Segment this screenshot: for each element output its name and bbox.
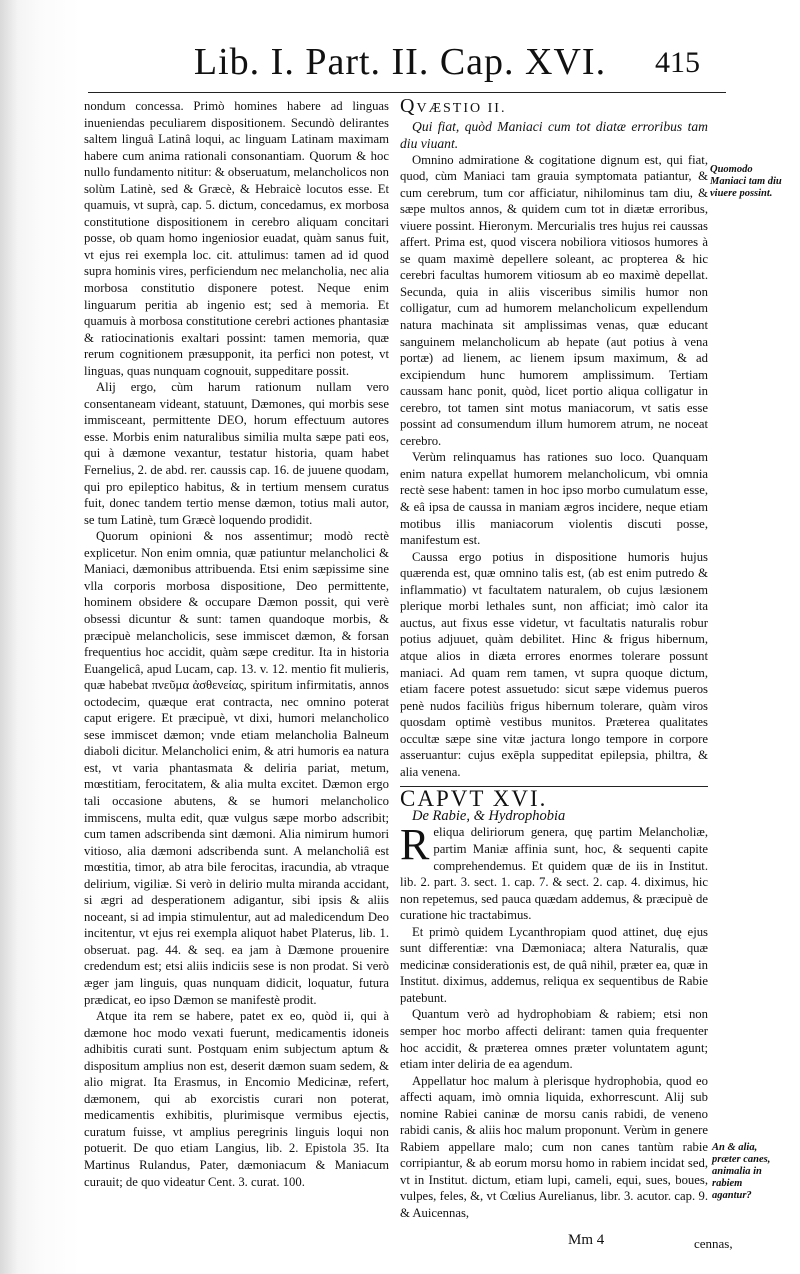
question-subtitle: Qui fiat, quòd Maniaci cum tot diatæ erroribus tam diu viuant. xyxy=(400,118,708,151)
question-title-rest: VÆSTIO II. xyxy=(416,101,507,116)
page-number: 415 xyxy=(655,46,700,79)
chapter-subtitle: De Rabie, & Hydrophobia xyxy=(412,807,566,824)
signature-mark: Mm 4 xyxy=(568,1232,605,1248)
paragraph: Alij ergo, cùm harum rationum nullam vero consentaneam videant, statuunt, Dæmones, qui morbis sese immisceant, permittente DEO, horum effectuum autores esse. Morbis enim naturalibus similia multa sæpe pati eos, qui à dæmone vexantur, testatur historia, quam habet Fernelius, 2. de abd. rer. caussis cap. 16. de juuene quodam, qui pro epileptico habitus, & in tertium mensem curatus fuit, donec tandem tertio mense dæmon, totius mali autor, se tum Latinè, tum Græcè loquendo prodidit. xyxy=(84,380,389,527)
margin-note: Quomodo Maniaci tam diu viuere possint. xyxy=(710,164,782,199)
paragraph: nondum concessa. Primò homines habere ad linguas inueniendas peculiarem dispositionem. Secundò delirantes saltem linguâ Latinâ loqui, ac linguam Latinam maximam habere cum anima rationali consonantiam. Quorum & hoc nullo fundamento nititur: & obseruatum, melancholicos non solùm Latinè, sed & Græcè, & Hebraicè locutos esse. Et quamuis, vt suprà, cap. 5. dictum, concedamus, ex morbosa constitutione dispositionem in cerebro aliquam concitari posse, ob quam homo ingeniosior euadat, quàm sanus fuit, vt ejus rei exempla loc. cit. attulimus: tamen ad id quod supra hominis vires, perficiendum nec melancholia, nec alia morbosa constitutio disponere potest. Neque enim linguarum peritia ab ingenio est; sed à memoria. Et quamuis à morbosa constitutione cerebri actiones phantasiæ & ratiocinationis exaltari possint: tamen memoria, quæ rerum cognitionem præsupponit, ita perfici non potest, vt linguas, quas nunquam cognouit, suppeditare possit. xyxy=(84,99,389,378)
chapter-opening-text: eliqua deliriorum genera, quę partim Melancholiæ, partim Maniæ affinia sunt, hoc, & sequenti capite comprehendemus. Et quidem quæ de iis in Institut. lib. 2. part. 3. sect. 1. cap. 7. & sect. 2. cap. 4. diximus, hic non repetemus, sed pauca quædam addemus, & præcipuè de curatione hic tractabimus. xyxy=(400,825,708,923)
paragraph: Appellatur hoc malum à plerisque hydrophobia, quod eo affecti aquam, imò omnia liquida, exhorrescunt. Alij sub nomine Rabiei caninæ de morsu canis rabidi, de veneno rabidi canis, & aliis hoc malum proponunt. Verùm in genere Rabiem appellare malo; cum non canes tantùm rabie corripiantur, & ab eorum morsu homo in rabiem incidat sed, vt in Institut. dictum, etiam lupi, cameli, equi, sues, boues, vulpes, feles, &, vt Cœlius Aurelianus, libr. 3. acutor. cap. 9. & Auicennas, xyxy=(400,1073,708,1220)
question-title-initial: Q xyxy=(400,95,417,117)
paragraph: Caussa ergo potius in dispositione humoris hujus quærenda est, quæ omnino talis est, (ab est enim putredo & inflammatio) vt facultatem naturalem, ob cujus læsionem plerique morbi lethales sunt, non afficiat; imò calor ita auctus, aut fixus esse videtur, vt facultatis naturalis robur potius adjuuet, quàm debilitet. Hinc & frigus hibernum, atque alios in diæta errores enormes tolerare possunt maniaci. Ad quam rem tamen, vt supra quoque dictum, etiam facere potest assuetudo: sicut sæpe videmus pueros penè nudos faciliùs frigus hibernum tolerare, quàm viros quosdam optimè vestibus munitos. Præterea qualitates occultæ sæpe sine vitæ jactura longo tempore in corpore asseruantur: cujus exēpla suppeditat epilepsia, philtra, & alia venena. xyxy=(400,549,708,779)
paragraph: Quantum verò ad hydrophobiam & rabiem; etsi non semper hoc morbo affecti delirant: tamen quia frequenter hoc accidit, & præterea omnes præter voluntatem agunt; etiam inter deliria de ea agendum. xyxy=(400,1007,708,1072)
margin-note: An & alia, præter canes, animalia in rabiem agantur? xyxy=(712,1142,771,1201)
question-title xyxy=(400,95,708,118)
chapter-title: CAPVT XVI. xyxy=(400,786,548,812)
chapter-opening-paragraph xyxy=(400,820,708,923)
right-column xyxy=(400,95,708,1222)
paragraph: Verùm relinquamus has rationes suo loco. Quanquam enim natura expellat humorem melancholicum, vbi omnia rectè sese habent: tamen in hoc ipso morbo cumulatum esse, & eâ ipsa de caussa in maniam ægros incidere, neque etiam motibus illis maniacorum violentis discuti posse, manifestum est. xyxy=(400,450,708,548)
catchword: cennas, xyxy=(694,1236,733,1251)
drop-cap: R xyxy=(400,820,430,870)
left-column xyxy=(84,98,389,1190)
paragraph: Omnino admiratione & cogitatione dignum est, qui fiat, quod, cùm Maniaci tam grauia symptomata patiantur, & cum cerebrum, tum cor afficiatur, nihilominus tam diu, & sæpe multos annos, & quidem cum tot in diætæ erroribus, viuere possint. Hieronym. Mercurialis tres hujus rei caussas affert. Prima est, quod viscera nobiliora vitiosos humores à se quam maximè depellere soleant, ac propterea & hic cerebri facultas humorem vitiosum ab eo maximè depellat. Secunda, quia in aliis visceribus similis humor non colligatur, cum ad humorem melancholicum expellendum natura machinata sit amplissimas venas, quæ educant sanguinem melancholicum ab hepate (aut potius à vena portæ) ad lienem, ac lienem ipsum maximum, & ad excipiendum hunc humorem amplissimum. Tertiam caussam hanc ponit, quòd, licet portio aliqua colligatur in cerebro, tot tamen sint motus maniacorum, vt satis esse possint ad consumendum illum humorem atrum, ne noceat cerebro. xyxy=(400,152,708,448)
paragraph: Atque ita rem se habere, patet ex eo, quòd ii, qui à dæmone hoc modo vexati fuerunt, medicamentis idoneis adhibitis curati sunt. Postquam enim subjectum aptum & dispositum amplius non est, deserit dæmon suam sedem, & alio migrat. Ita Erasmus, in Encomio Medicinæ, refert, dæmonem, qui ab exorcistis curari non poterat, medicamentis exhibitis, plurimisque vermibus ejectis, curatum fuisse, vt amplius peregrinis linguis loqui non potuerit. De quo etiam Langius, lib. 2. Epistola 35. Ita Martinus Rulandus, Pater, dæmoniacum & Maniacum curauit; de quo videatur Cent. 3. curat. 100. xyxy=(84,1009,389,1189)
paragraph: Quorum opinioni & nos assentimur; modò rectè explicetur. Non enim omnia, quæ patiuntur melancholici & Maniaci, dæmonibus attribuenda. Etsi enim sæpissime sine vlla corporis morbosa dispositione, Deo permittente, hominem obsidere & occupare Dæmon possit, qui verè obsessi dicuntur & sunt: tamen quandoque morbis, & præcipuè melancholicis, sese immiscet dæmon, & forsan frequentius hoc accidit, quàm sæpe creditur. Ita in historia Euangelicâ, apud Lucam, cap. 13. v. 12. mentio fit mulieris, quæ habebat πνεῦμα ἀσθενείας, spiritum infirmitatis, annos octodecim, quæque erat contracta, nec omnino poterat caput erigere. Et præcipuè, vt dixi, humori melancholico sese immiscet dæmon; vnde etiam melancholia Balneum diaboli dicitur. Melancholici enim, & atri humoris ea natura est, vt varia phantasmata & deliria pariat, metum, mœstitiam, ferocitatem, & alia multa excitet. Dæmon ergo tali occasione abutens, & se humori melancholico immiscens, multa edit, quæ vulgus sæpe morbo adscribit; cum tamen adscribenda sint dæmoni. Alia nimirum humori vitioso, alia dæmoni adscribenda sunt. A melancholiâ est mœstitia, timor, ab atra bile ferocitas, iracundia, ab vtraque delirium, vigiliæ. Si verò in delirio multa miranda accidant, si ægri ad desperationem adigantur, sibi ipsis & aliis noceant, si ad impia stimulentur, aut ad maledicendum Deo incitentur, vt ejus rei exempla aliquot habet Platerus, lib. 1. obseruat. pag. 44. & seq. ea jam à Dæmone prouenire credendum est; etsi aliis indiciis sese is non prodat. Si verò æger jam linguis, quas nunquam didicit, loquatur, futura prædicat, eo ipso Dæmon se manifestè prodit. xyxy=(84,529,389,1007)
paragraph: Et primò quidem Lycanthropiam quod attinet, duę ejus sunt differentiæ: vna Dæmoniaca; altera Naturalis, quæ medicinæ considerationis est, de quâ nihil, præter ea, quæ in Institut. diximus, addemus, reliqua ex sequentibus de Rabie patebunt. xyxy=(400,924,708,1005)
header-rule xyxy=(88,92,726,93)
running-head: Lib. I. Part. II. Cap. XVI. xyxy=(193,41,607,83)
